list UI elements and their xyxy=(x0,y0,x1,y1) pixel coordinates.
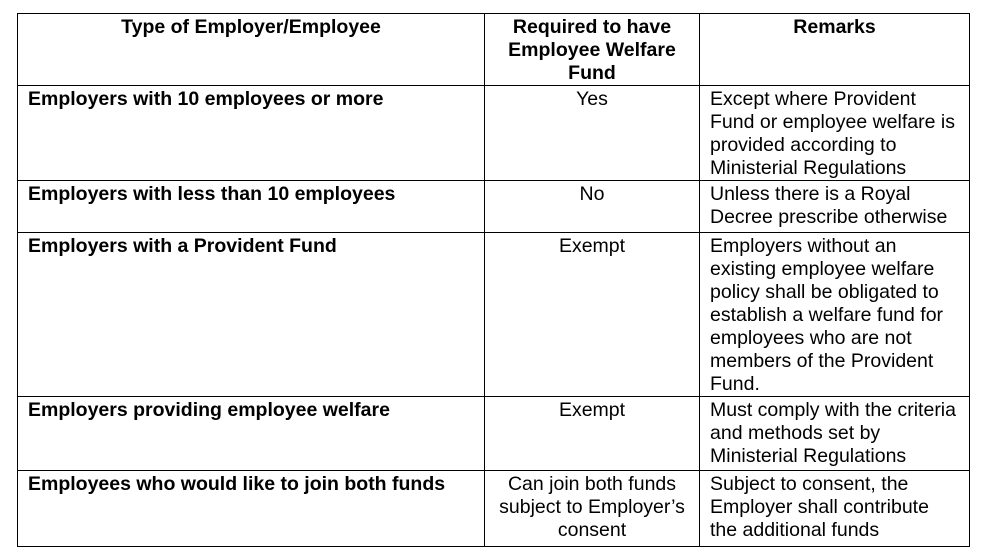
cell-remarks: Employers without an existing employee welfare policy shall be obligated to establish a welfare fund for employees who are not members of the Provident Fund. xyxy=(700,233,970,397)
cell-remarks: Must comply with the criteria and methods set by Ministerial Regulations xyxy=(700,397,970,471)
header-remarks: Remarks xyxy=(700,14,970,86)
cell-required: No xyxy=(485,181,700,233)
table-row xyxy=(18,397,970,471)
cell-type: Employers with a Provident Fund xyxy=(18,233,485,397)
header-required: Required to have Employee Welfare Fund xyxy=(485,14,700,86)
header-type: Type of Employer/Employee xyxy=(18,14,485,86)
table-header-row xyxy=(18,14,970,86)
cell-type: Employees who would like to join both funds xyxy=(18,471,485,547)
cell-required: Can join both funds subject to Employer’s consent xyxy=(485,471,700,547)
cell-type: Employers with less than 10 employees xyxy=(18,181,485,233)
cell-remarks: Subject to consent, the Employer shall contribute the additional funds xyxy=(700,471,970,547)
cell-required: Exempt xyxy=(485,397,700,471)
cell-remarks: Except where Provident Fund or employee welfare is provided according to Ministerial Regulations xyxy=(700,86,970,181)
table-row xyxy=(18,471,970,547)
welfare-fund-table xyxy=(17,13,970,547)
cell-required: Yes xyxy=(485,86,700,181)
cell-type: Employers with 10 employees or more xyxy=(18,86,485,181)
table-row xyxy=(18,181,970,233)
cell-remarks: Unless there is a Royal Decree prescribe otherwise xyxy=(700,181,970,233)
table-row xyxy=(18,233,970,397)
table-row xyxy=(18,86,970,181)
cell-type: Employers providing employee welfare xyxy=(18,397,485,471)
cell-required: Exempt xyxy=(485,233,700,397)
